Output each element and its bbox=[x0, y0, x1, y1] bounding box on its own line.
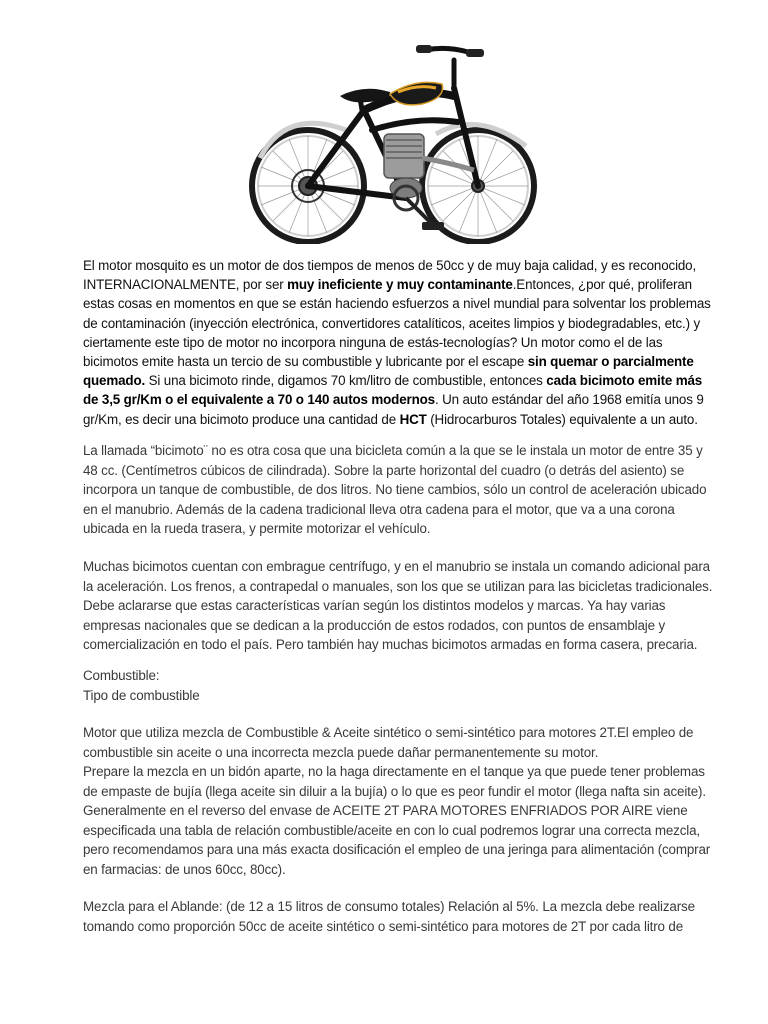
text-line: de empaste de bujía (llega aceite sin diluir a la bujía) o lo que es peor fundir el motor (llega nafta sin aceite). bbox=[83, 783, 706, 799]
bold-text: cada bicimoto emite más bbox=[546, 373, 703, 389]
text-line: comercialización en todo el país. Pero también hay muchas bicimotos armadas en forma casera, precaria. bbox=[83, 637, 698, 652]
bold-text: sin quemar o parcialmente bbox=[527, 354, 694, 370]
engine bbox=[384, 134, 424, 198]
text-line: La llamada “bicimoto¨ no es otra cosa que una bicicleta común a la que se le instala un motor de entre 35 y bbox=[83, 443, 703, 458]
text-line: Debe aclararse que estas características varían según los distintos modelos y marcas. Ya hay varias bbox=[83, 598, 666, 613]
text-line: la aceleración. Los frenos, a contrapedal o manuales, son los que se utilizan para las bicicletas tradicionales. bbox=[83, 578, 713, 594]
text-line: empresas nacionales que se dedican a la producción de estos rodados, con puntos de ensamblaje y bbox=[83, 617, 666, 633]
motorized-bicycle-image bbox=[246, 38, 538, 244]
paragraph-bicimoto-definition bbox=[83, 441, 707, 539]
text-line: de contaminación (inyección electrónica, convertidores catalíticos, aceites limpios y biodegradables, etc.) y bbox=[83, 315, 701, 331]
text-line: en farmacias: de unos 60cc, 80cc). bbox=[83, 861, 286, 877]
text-line: combustible sin aceite o una incorrecta mezcla puede dañar permanentemente su motor. bbox=[83, 744, 599, 760]
text-line: El motor mosquito es un motor de dos tiempos de menos de 50cc y de muy baja calidad, y es reconocido, bbox=[83, 258, 697, 273]
text-line: bicimotos emite hasta un tercio de su combustible y lubricante por el escape sin quemar o parcialmente bbox=[83, 354, 694, 370]
text-line: Motor que utiliza mezcla de Combustible & Aceite sintético o semi-sintético para motores 2T.El empleo de bbox=[83, 725, 694, 740]
text-line: quemado. Si una bicimoto rinde, digamos 70 km/litro de combustible, entonces cada bicimoto emite más bbox=[83, 373, 703, 389]
text-line: Mezcla para el Ablande: (de 12 a 15 litros de consumo totales) Relación al 5%. La mezcla debe realizarse bbox=[83, 899, 695, 914]
paragraph-break-in-mixture bbox=[83, 897, 697, 936]
text-line: Combustible: bbox=[83, 668, 160, 683]
motorized-bicycle-illustration bbox=[246, 38, 538, 244]
paragraph-fuel-heading bbox=[83, 666, 697, 705]
text-line: INTERNACIONALMENTE, por ser muy ineficiente y muy contaminante.Entonces, ¿por qué, proliferan bbox=[83, 277, 692, 293]
text-line: Prepare la mezcla en un bidón aparte, no la haga directamente en el tanque ya que puede tener problemas bbox=[83, 764, 705, 779]
paragraph-intro bbox=[83, 256, 711, 429]
bold-text: muy ineficiente y muy contaminante bbox=[287, 277, 513, 293]
text-line: especificada una tabla de relación combustible/aceite en con lo cual podremos lograr una correcta mezcla, bbox=[83, 822, 700, 838]
bold-text: quemado. bbox=[83, 373, 146, 389]
text-line: Generalmente en el reverso del envase de ACEITE 2T PARA MOTORES ENFRIADOS POR AIRE viene bbox=[83, 803, 688, 818]
paragraph-clutch-brakes bbox=[83, 557, 713, 655]
bold-text: de 3,5 gr/Km o el equivalente a 70 o 140 autos modernos bbox=[83, 392, 435, 408]
paragraph-fuel-mixture bbox=[83, 723, 711, 879]
text-line: gr/Km, es decir una bicimoto produce una cantidad de HCT (Hidrocarburos Totales) equivalente a un auto. bbox=[83, 411, 698, 427]
text-line: Tipo de combustible bbox=[83, 687, 200, 703]
text-line: pero recomendamos para una más exacta dosificación el empleo de una jeringa para alimentación (comprar bbox=[83, 842, 711, 857]
text-line: de 3,5 gr/Km o el equivalente a 70 o 140 autos modernos. Un auto estándar del año 1968 emitía unos 9 bbox=[83, 392, 704, 408]
text-line: tomando como proporción 50cc de aceite sintético o semi-sintético para motores de 2T por cada litro de bbox=[83, 918, 684, 934]
text-line: ubicada en la rueda trasera, y permite motorizar el vehículo. bbox=[83, 521, 431, 536]
text-line: ciertamente este tipo de motor no incorpora ninguna de estás-tecnologías? Un motor como el de las bbox=[83, 334, 663, 350]
text-line: incorpora un tanque de combustible, de dos litros. No tiene cambios, sólo un control de aceleración ubicado bbox=[83, 482, 707, 497]
text-line: en el manubrio. Además de la cadena tradicional lleva otra cadena para el motor, que va a una corona bbox=[83, 501, 675, 517]
text-line: estas cosas en momentos en que se están haciendo esfuerzos a nivel mundial para solventar los problemas bbox=[83, 296, 711, 312]
text-line: Muchas bicimotos cuentan con embrague centrífugo, y en el manubrio se instala un comando adicional para bbox=[83, 559, 710, 574]
bold-text: HCT bbox=[399, 411, 427, 427]
text-line: 48 cc. (Centímetros cúbicos de cilindrada). Sobre la parte horizontal del cuadro (o detrás del asiento) se bbox=[83, 462, 685, 478]
